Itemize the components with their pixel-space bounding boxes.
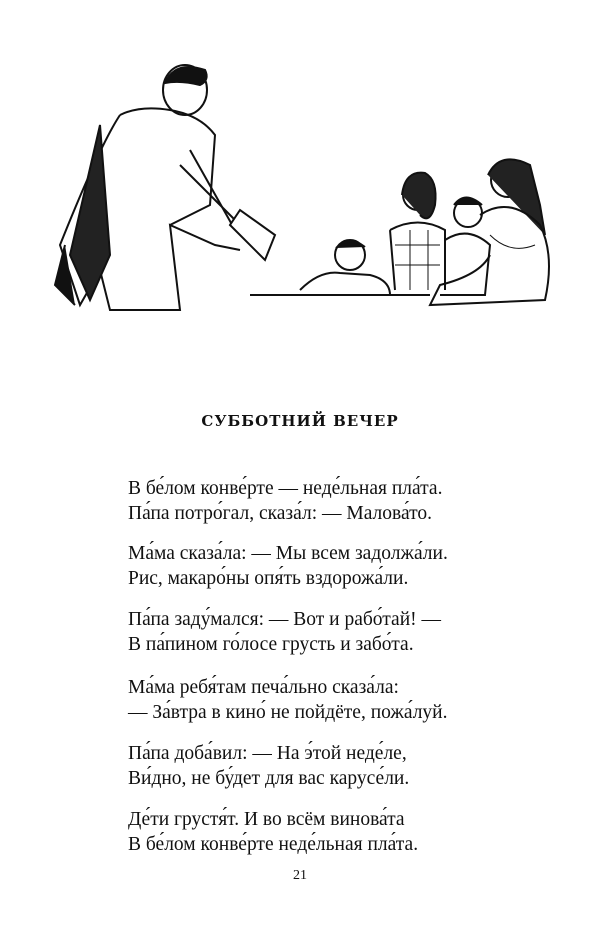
father-figure <box>55 65 265 310</box>
verse-line: В па́пином го́лосе грусть и забо́та. <box>128 634 414 655</box>
verse-line: — За́втра в кино́ не пойдёте, пожа́луй. <box>128 702 448 723</box>
envelope <box>230 210 275 260</box>
stanza-6 <box>128 807 418 857</box>
stanza-1 <box>128 476 442 526</box>
verse-line: Ма́ма сказа́ла: — Мы всем задолжа́ли. <box>128 543 448 564</box>
verse-line: Ма́ма ребя́там печа́льно сказа́ла: <box>128 677 399 698</box>
children-and-mother <box>300 159 549 305</box>
family-illustration <box>40 55 565 320</box>
stanza-5 <box>128 741 409 791</box>
verse-line: Рис, макаро́ны опя́ть вздорожа́ли. <box>128 568 409 589</box>
stanza-3 <box>128 607 441 657</box>
verse-line: Па́па потро́гал, сказа́л: — Малова́то. <box>128 503 432 524</box>
stanza-2 <box>128 541 448 591</box>
verse-line: Ви́дно, не бу́дет для вас карусе́ли. <box>128 768 410 789</box>
verse-line: Па́па доба́вил: — На э́той неде́ле, <box>128 743 407 764</box>
page-number: 21 <box>293 868 307 883</box>
poem-title: СУББОТНИЙ ВЕЧЕР <box>201 412 399 430</box>
verse-line: Де́ти грустя́т. И во всём винова́та <box>128 809 405 830</box>
verse-line: Па́па заду́мался: — Вот и рабо́тай! — <box>128 609 442 630</box>
verse-line: В бе́лом конве́рте — неде́льная пла́та. <box>128 478 443 499</box>
verse-line: В бе́лом конве́рте неде́льная пла́та. <box>128 834 419 855</box>
stanza-4 <box>128 675 448 725</box>
